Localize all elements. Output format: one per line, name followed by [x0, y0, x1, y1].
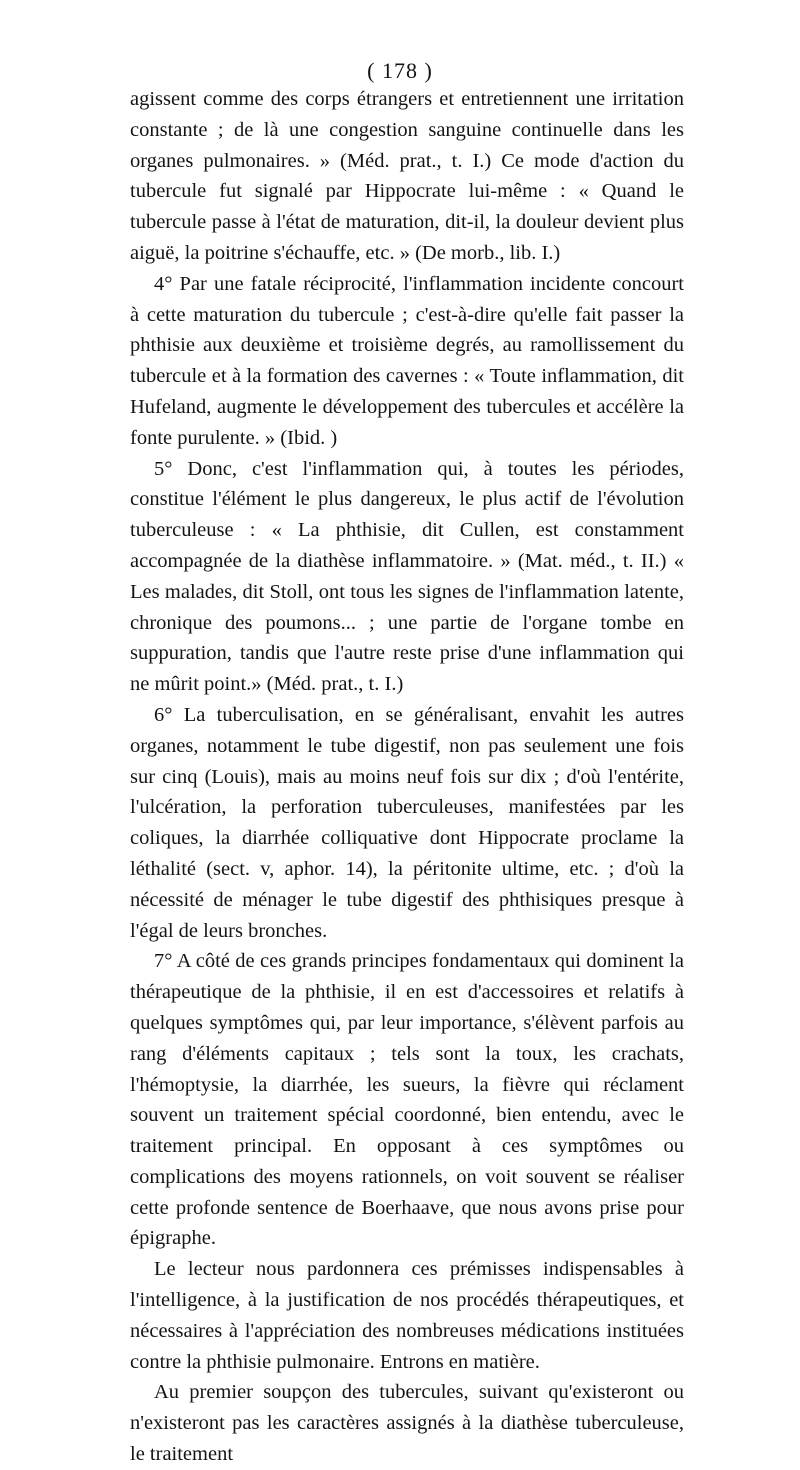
paragraph-point-7: 7° A côté de ces grands principes fondamentaux qui dominent la thérapeutique de la phthisie, il en est d'accessoires et relatifs à quelques symptômes qui, par leur importance, s'élèvent parfois au rang d'éléments capitaux ; tels sont la toux, les crachats, l'hémoptysie, la diarrhée, les sueurs, la fièvre qui réclament souvent un traitement spécial coordonné, bien entendu, avec le traitement principal. En opposant à ces symptômes ou complications des moyens rationnels, on voit souvent se réaliser cette profonde sentence de Boerhaave, que nous avons prise pour épigraphe.	[130, 950, 684, 1250]
page-number: ( 178 )	[367, 58, 433, 83]
body-text	[130, 84, 684, 1470]
paragraph-point-5: 5° Donc, c'est l'inflammation qui, à toutes les périodes, constitue l'élément le plus dangereux, le plus actif de l'évolution tuberculeuse : « La phthisie, dit Cullen, est constamment accompagnée de la diathèse inflammatoire. » (Mat. méd., t. II.) « Les malades, dit Stoll, ont tous les signes de l'inflammation latente, chronique des poumons... ; une partie de l'organe tombe en suppuration, tandis que l'autre reste prise d'une inflammation qui ne mûrit point.» (Méd. prat., t. I.)	[130, 457, 684, 696]
paragraph-reader-note: Le lecteur nous pardonnera ces prémisses indispensables à l'intelligence, à la justification de nos procédés thérapeutiques, et nécessaires à l'appréciation des nombreuses médications instituées contre la phthisie pulmonaire. Entrons en matière.	[130, 1258, 684, 1373]
paragraph-continuation: agissent comme des corps étrangers et entretiennent une irritation constante ; de là une congestion sanguine continuelle dans les organes pulmonaires. » (Méd. prat., t. I.) Ce mode d'action du tubercule fut signalé par Hippocrate lui-même : « Quand le tubercule passe à l'état de maturation, dit-il, la douleur devient plus aiguë, la poitrine s'échauffe, etc. » (De morb., lib. I.)	[130, 88, 684, 264]
paragraph-point-4: 4° Par une fatale réciprocité, l'inflammation incidente concourt à cette maturation du tubercule ; c'est-à-dire qu'elle fait passer la phthisie aux deuxième et troisième degrés, au ramollissement du tubercule et à la formation des cavernes : « Toute inflammation, dit Hufeland, augmente le développement des tubercules et accélère la fonte purulente. » (Ibid. )	[130, 272, 684, 449]
paragraph-point-6: 6° La tuberculisation, en se généralisant, envahit les autres organes, notamment le tube digestif, non pas seulement une fois sur cinq (Louis), mais au moins neuf fois sur dix ; d'où l'entérite, l'ulcération, la perforation tuberculeuses, manifestées par les coliques, la diarrhée colliquative dont Hippocrate proclame la léthalité (sect. v, aphor. 14), la péritonite ultime, etc. ; d'où la nécessité de ménager le tube digestif des phthisiques presque à l'égal de leurs bronches.	[130, 703, 684, 942]
paragraph-treatment: Au premier soupçon des tubercules, suivant qu'existeront ou n'existeront pas les caractères assignés à la diathèse tuberculeuse, le traitement	[130, 1381, 684, 1466]
